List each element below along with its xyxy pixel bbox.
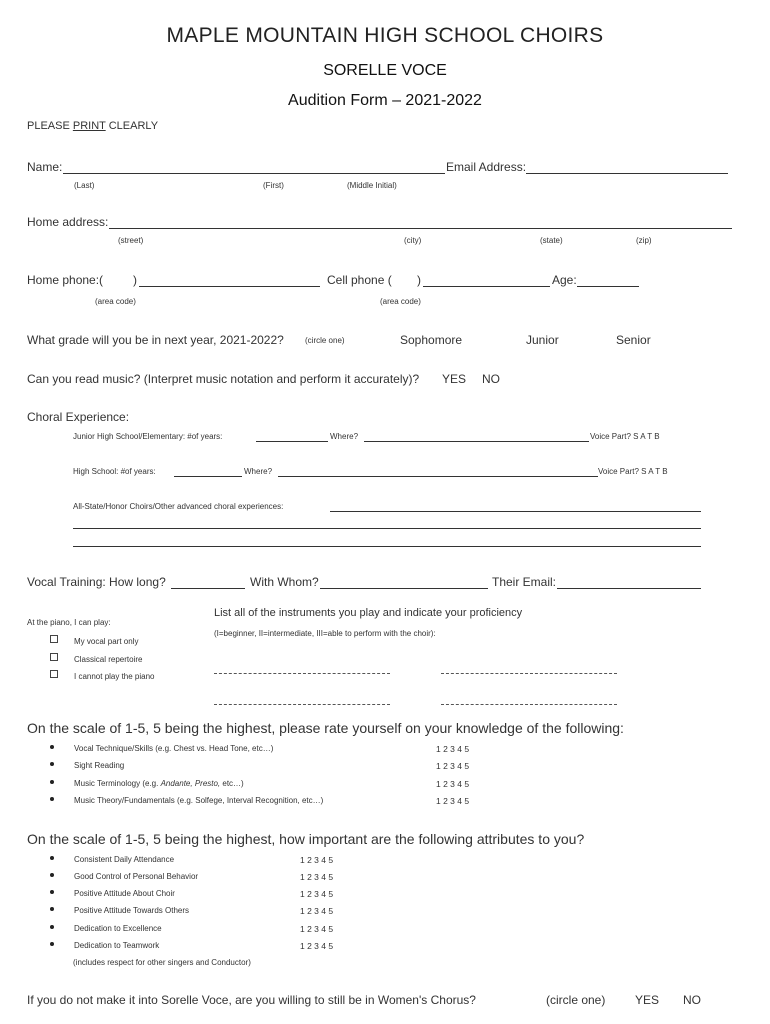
home-phone-label: Home phone:( — [27, 273, 104, 287]
cell-phone-label: Cell phone ( — [327, 273, 392, 287]
read-music-no[interactable]: NO — [482, 372, 500, 386]
knowledge-heading: On the scale of 1-5, 5 being the highest, please rate yourself on your knowledge of the following: — [27, 720, 624, 736]
piano-label: At the piano, I can play: — [27, 618, 111, 627]
bullet-icon — [50, 780, 54, 784]
attribute-item: Dedication to Excellence — [50, 924, 162, 933]
choral-experience-label: Choral Experience: — [27, 410, 130, 424]
attributes-heading: On the scale of 1-5, 5 being the highest, how important are the following attributes to you? — [27, 831, 585, 847]
clearly-text: CLEARLY — [105, 120, 159, 132]
knowledge-item: Music Theory/Fundamentals (e.g. Solfege, Interval Recognition, etc…) — [50, 796, 323, 805]
attribute-scale[interactable]: 1 2 3 4 5 — [300, 941, 334, 951]
grade-question: What grade will you be in next year, 2021-2022? — [27, 333, 284, 347]
home-phone-close: ) — [133, 273, 137, 287]
hs-voice-part[interactable]: Voice Part? S A T B — [598, 467, 668, 476]
city-caption: (city) — [404, 236, 422, 245]
attribute-item: Consistent Daily Attendance — [50, 855, 174, 864]
state-caption: (state) — [540, 236, 563, 245]
other-experience-label: All-State/Honor Choirs/Other advanced choral experiences: — [73, 502, 284, 511]
jh-voice-part[interactable]: Voice Part? S A T B — [590, 432, 660, 441]
area-code-caption-home: (area code) — [95, 297, 136, 306]
grade-circle-note: (circle one) — [305, 336, 345, 345]
instrument-field-4[interactable] — [441, 704, 617, 705]
read-music-yes[interactable]: YES — [442, 372, 467, 386]
page-title: MAPLE MOUNTAIN HIGH SCHOOL CHOIRS — [166, 24, 604, 47]
attribute-scale[interactable]: 1 2 3 4 5 — [300, 924, 334, 934]
vocal-training-label: Vocal Training: How long? — [27, 575, 166, 589]
address-label: Home address: — [27, 215, 109, 229]
vocal-training-length-field[interactable] — [171, 588, 245, 589]
knowledge-scale[interactable]: 1 2 3 4 5 — [436, 779, 470, 789]
instruments-label: List all of the instruments you play and indicate your proficiency — [214, 607, 523, 619]
print-instruction — [27, 120, 158, 132]
knowledge-item: Music Terminology (e.g. Andante, Presto, etc…) — [50, 779, 244, 788]
attribute-scale[interactable]: 1 2 3 4 5 — [300, 872, 334, 882]
vocal-training-email-label: Their Email: — [492, 575, 557, 589]
choir-name: SORELLE VOCE — [323, 62, 447, 79]
other-experience-field-3[interactable] — [73, 546, 701, 547]
grade-option-sophomore[interactable]: Sophomore — [400, 333, 463, 347]
instrument-field-3[interactable] — [214, 704, 390, 705]
jh-years-label: Junior High School/Elementary: #of years: — [73, 432, 223, 441]
name-field[interactable] — [63, 173, 445, 174]
hs-years-label: High School: #of years: — [73, 467, 156, 476]
cell-phone-field[interactable] — [423, 286, 550, 287]
address-field[interactable] — [109, 228, 732, 229]
first-caption: (First) — [263, 181, 284, 190]
piano-option-label: I cannot play the piano — [74, 672, 155, 681]
bullet-icon — [50, 907, 54, 911]
area-code-caption-cell: (area code) — [380, 297, 421, 306]
bullet-icon — [50, 890, 54, 894]
knowledge-scale[interactable]: 1 2 3 4 5 — [436, 744, 470, 754]
other-experience-field-1[interactable] — [330, 511, 701, 512]
piano-option-vocal[interactable] — [50, 635, 138, 646]
checkbox-icon[interactable] — [50, 635, 58, 643]
piano-option-label: My vocal part only — [74, 637, 139, 646]
bullet-icon — [50, 942, 54, 946]
home-phone-field[interactable] — [139, 286, 320, 287]
instruments-note: (I=beginner, II=intermediate, III=able to perform with the choir): — [214, 629, 436, 638]
womens-chorus-question: If you do not make it into Sorelle Voce, are you willing to still be in Women's Chorus? — [27, 993, 476, 1007]
attribute-scale[interactable]: 1 2 3 4 5 — [300, 906, 334, 916]
bullet-icon — [50, 873, 54, 877]
hs-years-field[interactable] — [174, 476, 242, 477]
checkbox-icon[interactable] — [50, 670, 58, 678]
form-title: Audition Form – 2021-2022 — [288, 92, 482, 109]
read-music-question: Can you read music? (Interpret music notation and perform it accurately)? — [27, 372, 420, 386]
checkbox-icon[interactable] — [50, 653, 58, 661]
bullet-icon — [50, 797, 54, 801]
womens-chorus-note: (circle one) — [546, 993, 606, 1007]
attribute-note: (includes respect for other singers and Conductor) — [73, 958, 251, 967]
knowledge-scale[interactable]: 1 2 3 4 5 — [436, 761, 470, 771]
last-caption: (Last) — [74, 181, 95, 190]
bullet-icon — [50, 745, 54, 749]
cell-phone-close: ) — [417, 273, 421, 287]
grade-option-junior[interactable]: Junior — [526, 333, 559, 347]
other-experience-field-2[interactable] — [73, 528, 701, 529]
knowledge-item: Vocal Technique/Skills (e.g. Chest vs. Head Tone, etc…) — [50, 744, 273, 753]
instrument-field-1[interactable] — [214, 673, 390, 674]
piano-option-label: Classical repertoire — [74, 655, 143, 664]
vocal-training-whom-field[interactable] — [320, 588, 488, 589]
attribute-item: Dedication to Teamwork — [50, 941, 159, 950]
please-text: PLEASE — [27, 120, 73, 132]
attribute-scale[interactable]: 1 2 3 4 5 — [300, 889, 334, 899]
attribute-item: Positive Attitude Towards Others — [50, 906, 189, 915]
print-text: PRINT — [72, 120, 106, 132]
name-label: Name: — [27, 160, 63, 174]
bullet-icon — [50, 925, 54, 929]
age-label: Age: — [552, 273, 577, 287]
instrument-field-2[interactable] — [441, 673, 617, 674]
email-field[interactable] — [526, 173, 728, 174]
age-field[interactable] — [577, 286, 639, 287]
knowledge-item: Sight Reading — [50, 761, 124, 770]
womens-chorus-no[interactable]: NO — [683, 993, 701, 1007]
attribute-scale[interactable]: 1 2 3 4 5 — [300, 855, 334, 865]
vocal-training-whom-label: With Whom? — [250, 575, 319, 589]
zip-caption: (zip) — [636, 236, 652, 245]
street-caption: (street) — [118, 236, 144, 245]
jh-where-label: Where? — [330, 432, 359, 441]
bullet-icon — [50, 856, 54, 860]
womens-chorus-yes[interactable]: YES — [635, 993, 660, 1007]
knowledge-scale[interactable]: 1 2 3 4 5 — [436, 796, 470, 806]
hs-where-label: Where? — [244, 467, 273, 476]
piano-option-classical[interactable] — [50, 653, 142, 664]
attribute-item: Positive Attitude About Choir — [50, 889, 175, 898]
bullet-icon — [50, 762, 54, 766]
jh-years-field[interactable] — [256, 441, 328, 442]
middle-caption: (Middle Initial) — [347, 181, 397, 190]
vocal-training-email-field[interactable] — [557, 588, 701, 589]
hs-where-field[interactable] — [278, 476, 598, 477]
grade-option-senior[interactable]: Senior — [616, 333, 651, 347]
jh-where-field[interactable] — [364, 441, 589, 442]
piano-option-none[interactable] — [50, 670, 155, 681]
email-label: Email Address: — [446, 160, 527, 174]
attribute-item: Good Control of Personal Behavior — [50, 872, 198, 881]
